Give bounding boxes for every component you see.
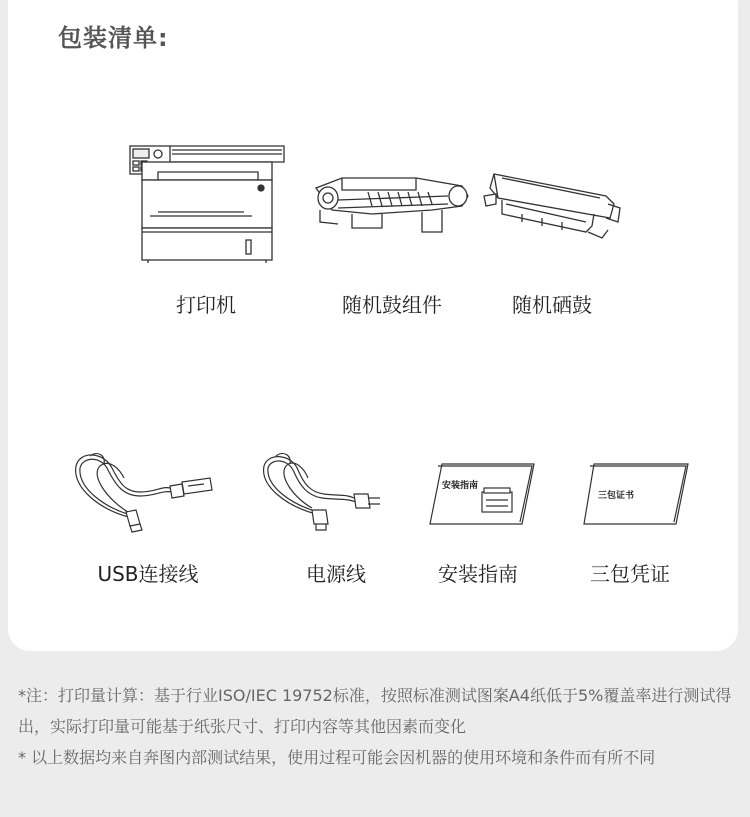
usb-cable-icon: [70, 448, 216, 532]
install-guide-item: [428, 462, 536, 526]
item-label-install-guide: 安装指南: [438, 562, 518, 586]
printer-item: [128, 140, 288, 265]
power-cord-icon: [258, 450, 382, 532]
toner-cartridge-item: [482, 168, 622, 246]
drum-unit-item: [312, 170, 472, 245]
footnote-test-data: * 以上数据均来自奔图内部测试结果，使用过程可能会因机器的使用环境和条件而有所不同: [18, 748, 656, 767]
drum-unit-icon: [312, 170, 472, 245]
item-label-toner-cartridge: 随机硒鼓: [512, 293, 592, 317]
packing-list-card: [8, 0, 738, 651]
item-label-power-cord: 电源线: [306, 562, 366, 586]
warranty-card-item: [582, 462, 690, 526]
item-label-drum-unit: 随机鼓组件: [342, 293, 442, 317]
toner-cartridge-icon: [482, 168, 622, 246]
item-label-printer: 打印机: [176, 293, 236, 317]
power-cord-item: [258, 450, 382, 532]
section-title: 包装清单:: [58, 24, 169, 52]
warranty-card-doc-text: 三包证书: [598, 491, 635, 501]
item-label-warranty-card: 三包凭证: [590, 562, 670, 586]
footnote-print-volume: *注：打印量计算：基于行业ISO/IEC 19752标准，按照标准测试图案A4纸低于5%覆盖率进行测试得出，实际打印量可能基于纸张尺寸、打印内容等其他因素而变化: [18, 686, 732, 736]
install-guide-doc-text: 安装指南: [442, 481, 479, 491]
footnotes: [18, 680, 738, 773]
printer-icon: [128, 140, 288, 265]
warranty-card-icon: [582, 462, 690, 526]
install-guide-icon: [428, 462, 536, 526]
usb-cable-item: [70, 448, 216, 532]
item-label-usb-cable: USB连接线: [97, 562, 199, 586]
